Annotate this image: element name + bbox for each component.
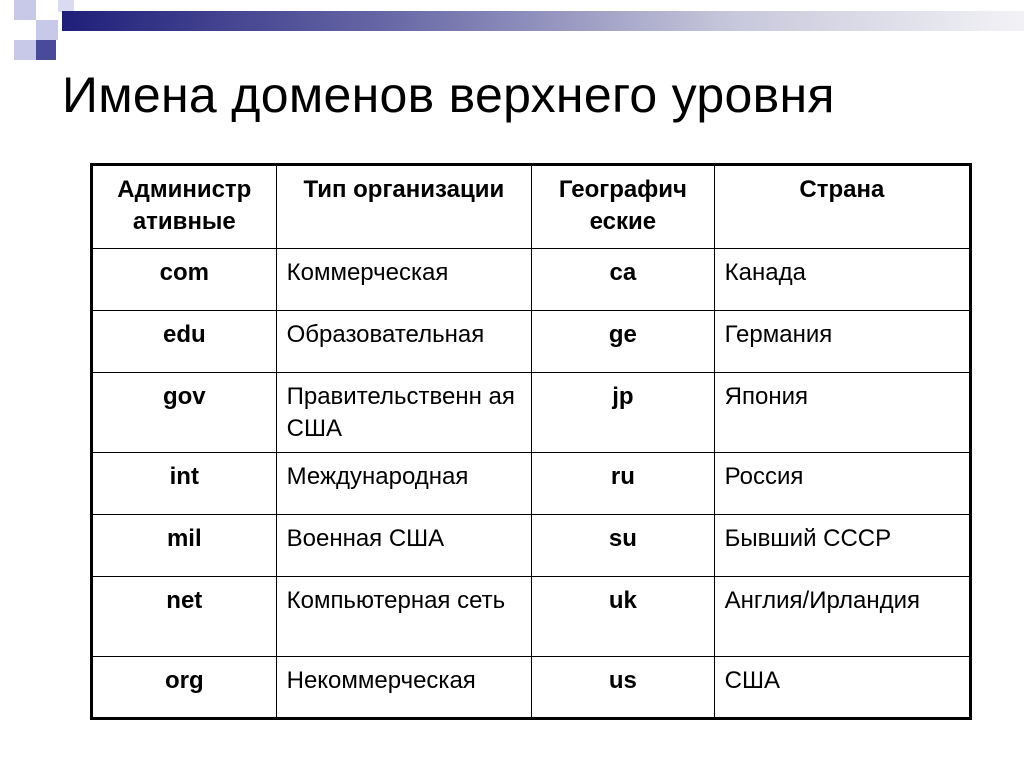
country: Англия/Ирландия <box>714 577 970 657</box>
page-title: Имена доменов верхнего уровня <box>62 67 835 123</box>
org-type: Компьютерная сеть <box>276 577 532 657</box>
org-type: Образовательная <box>276 311 532 373</box>
corner-square-light-1 <box>14 0 36 20</box>
geo-domain: uk <box>532 577 715 657</box>
table-row <box>92 515 971 577</box>
table-header-row <box>92 165 971 249</box>
geo-domain: ca <box>532 249 715 311</box>
geo-domain: ge <box>532 311 715 373</box>
admin-domain: mil <box>92 515 277 577</box>
header-admin: Администр ативные <box>92 165 277 249</box>
corner-square-light-2 <box>36 20 58 40</box>
header-org-type: Тип организации <box>276 165 532 249</box>
country: Бывший СССР <box>714 515 970 577</box>
table-row <box>92 577 971 657</box>
title-accent-bar <box>62 11 1024 31</box>
admin-domain: net <box>92 577 277 657</box>
org-type: Некоммерческая <box>276 657 532 719</box>
admin-domain: com <box>92 249 277 311</box>
admin-domain: int <box>92 453 277 515</box>
header-country: Страна <box>714 165 970 249</box>
geo-domain: su <box>532 515 715 577</box>
table-row <box>92 373 971 453</box>
table-row <box>92 657 971 719</box>
domains-table <box>90 163 972 720</box>
admin-domain: edu <box>92 311 277 373</box>
table-row <box>92 249 971 311</box>
table-row <box>92 453 971 515</box>
admin-domain: gov <box>92 373 277 453</box>
org-type: Международная <box>276 453 532 515</box>
header-geo: Географич еские <box>532 165 715 249</box>
country: Канада <box>714 249 970 311</box>
geo-domain: jp <box>532 373 715 453</box>
geo-domain: us <box>532 657 715 719</box>
country: Япония <box>714 373 970 453</box>
corner-square-light-3 <box>14 40 36 60</box>
org-type: Коммерческая <box>276 249 532 311</box>
admin-domain: org <box>92 657 277 719</box>
org-type: Военная США <box>276 515 532 577</box>
country: Россия <box>714 453 970 515</box>
corner-square-dark <box>36 40 56 60</box>
org-type: Правительственн ая США <box>276 373 532 453</box>
table-row <box>92 311 971 373</box>
country: Германия <box>714 311 970 373</box>
geo-domain: ru <box>532 453 715 515</box>
country: США <box>714 657 970 719</box>
